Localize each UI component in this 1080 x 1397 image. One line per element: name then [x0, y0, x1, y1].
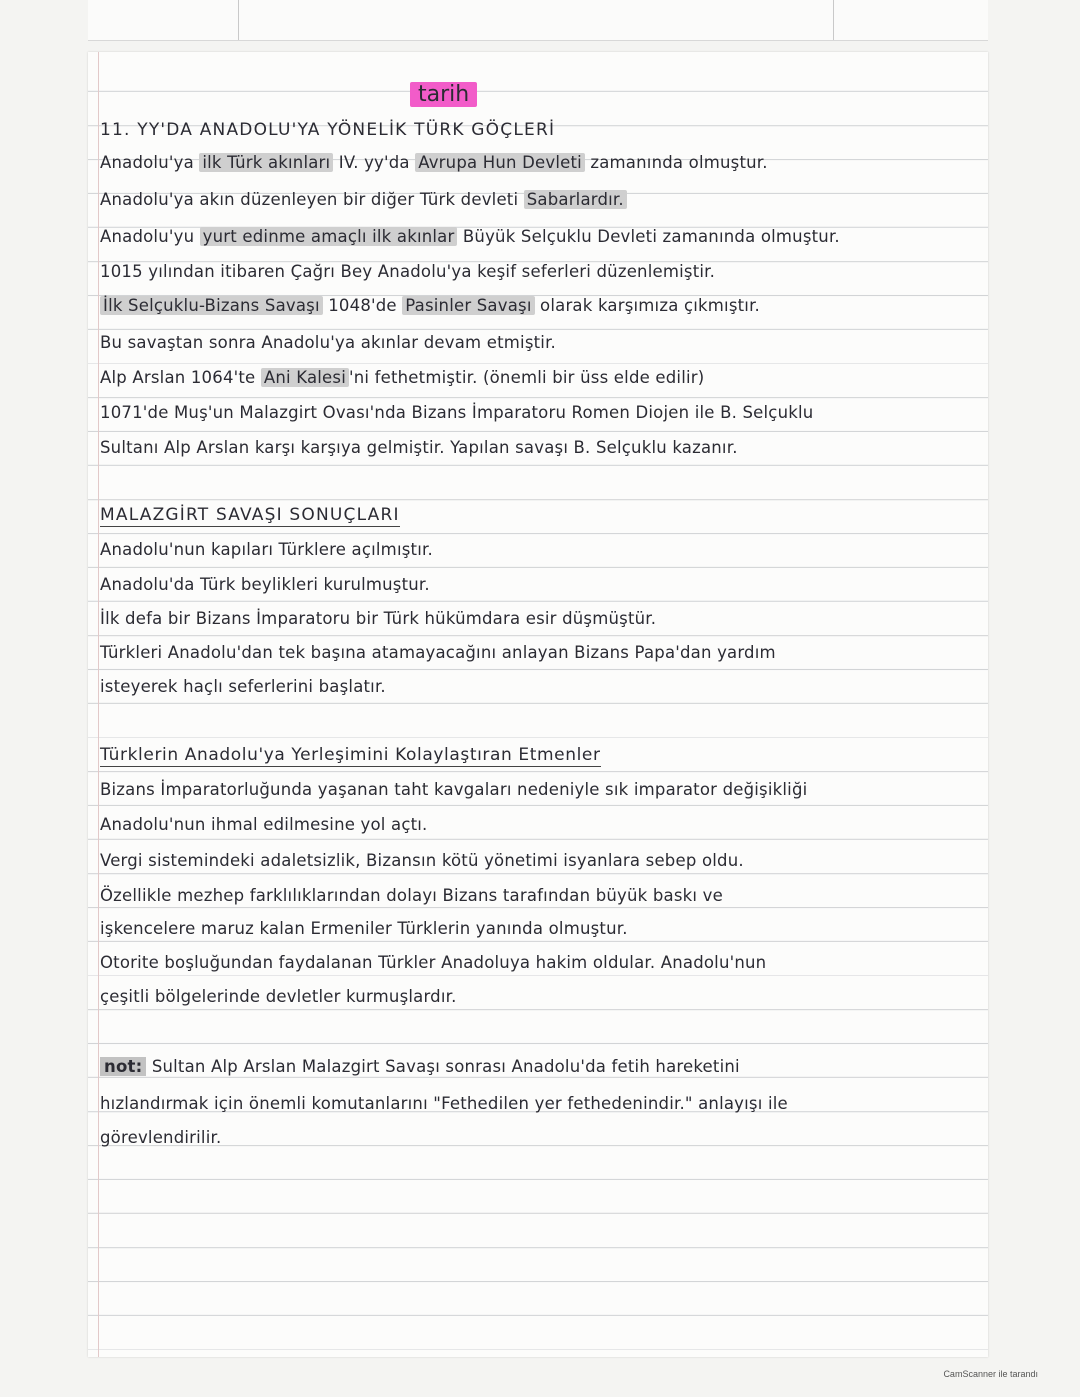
- section3-line: Bizans İmparatorluğunda yaşanan taht kavgaları nedeniyle sık imparator değişikliği: [100, 780, 808, 799]
- note-label: not:: [100, 1057, 146, 1076]
- text: Sultan Alp Arslan Malazgirt Savaşı sonrası Anadolu'da fetih hareketini: [146, 1057, 740, 1076]
- text: Alp Arslan 1064'te: [100, 368, 261, 387]
- section1-line: Bu savaştan sonra Anadolu'ya akınlar devam etmiştir.: [100, 333, 556, 352]
- section3-line: Otorite boşluğundan faydalanan Türkler Anadoluya hakim oldular. Anadolu'nun: [100, 953, 767, 972]
- section1-line: [100, 368, 704, 387]
- note-line: hızlandırmak için önemli komutanlarını "Fethedilen yer fethedenindir." anlayışı ile: [100, 1094, 788, 1113]
- section2-heading-text: MALAZGİRT SAVAŞI SONUÇLARI: [100, 505, 400, 525]
- section3-line: Anadolu'nun ihmal edilmesine yol açtı.: [100, 815, 428, 834]
- section3-heading-text: Türklerin Anadolu'ya Yerleşimini Kolaylaştıran Etmenler: [100, 745, 601, 765]
- section2-line: Türkleri Anadolu'dan tek başına atamayacağını anlayan Bizans Papa'dan yardım: [100, 643, 776, 662]
- subject-title: [410, 82, 477, 107]
- highlighted-text: Pasinler Savaşı: [402, 296, 534, 315]
- highlighted-text: Sabarlardır.: [524, 190, 627, 209]
- section1-line: 1015 yılından itibaren Çağrı Bey Anadolu'ya keşif seferleri düzenlemiştir.: [100, 262, 716, 281]
- text: zamanında olmuştur.: [584, 153, 768, 172]
- section1-line: [100, 296, 760, 315]
- highlighted-text: yurt edinme amaçlı ilk akınlar: [200, 227, 458, 246]
- section1-line: [100, 227, 840, 246]
- section1-line: [100, 153, 768, 172]
- text: Anadolu'ya akın düzenleyen bir diğer Türk devleti: [100, 190, 524, 209]
- margin-line: [98, 52, 99, 1357]
- section1-line: 1071'de Muş'un Malazgirt Ovası'nda Bizans İmparatoru Romen Diojen ile B. Selçuklu: [100, 403, 814, 422]
- section2-line: Anadolu'da Türk beylikleri kurulmuştur.: [100, 575, 430, 594]
- text: olarak karşımıza çıkmıştır.: [534, 296, 760, 315]
- section3-heading: [100, 745, 601, 765]
- text: 1048'de: [322, 296, 403, 315]
- section2-line: İlk defa bir Bizans İmparatoru bir Türk hükümdara esir düşmüştür.: [100, 609, 657, 628]
- section1-line: Sultanı Alp Arslan karşı karşıya gelmiştir. Yapılan savaşı B. Selçuklu kazanır.: [100, 438, 738, 457]
- section3-line: çeşitli bölgelerinde devletler kurmuşlardır.: [100, 987, 457, 1006]
- section1-heading: 11. YY'DA ANADOLU'YA YÖNELİK TÜRK GÖÇLERİ: [100, 120, 556, 140]
- section3-line: Özellikle mezhep farklılıklarından dolayı Bizans tarafından büyük baskı ve: [100, 886, 723, 905]
- text: IV. yy'da: [333, 153, 416, 172]
- section1-line: [100, 190, 627, 209]
- section2-line: isteyerek haçlı seferlerini başlatır.: [100, 677, 386, 696]
- strip-divider: [238, 0, 239, 40]
- section3-line: Vergi sistemindeki adaletsizlik, Bizansın kötü yönetimi isyanlara sebep oldu.: [100, 851, 744, 870]
- note-line: görevlendirilir.: [100, 1128, 222, 1147]
- section3-line: işkencelere maruz kalan Ermeniler Türklerin yanında olmuştur.: [100, 919, 628, 938]
- text: Anadolu'ya: [100, 153, 200, 172]
- strip-divider: [833, 0, 834, 40]
- section2-heading: [100, 505, 400, 525]
- notebook-page: [88, 52, 988, 1357]
- previous-page-strip: [88, 0, 988, 41]
- note-line: [100, 1057, 740, 1076]
- scanner-watermark: CamScanner ile tarandı: [943, 1369, 1038, 1379]
- section2-line: Anadolu'nun kapıları Türklere açılmıştır.: [100, 540, 433, 559]
- text: 'ni fethetmiştir. (önemli bir üss elde edilir): [349, 368, 705, 387]
- subject-title-highlight: tarih: [410, 82, 477, 107]
- highlighted-text: İlk Selçuklu-Bizans Savaşı: [100, 296, 323, 315]
- text: Anadolu'yu: [100, 227, 200, 246]
- highlighted-text: ilk Türk akınları: [199, 153, 333, 172]
- highlighted-text: Avrupa Hun Devleti: [415, 153, 585, 172]
- text: Büyük Selçuklu Devleti zamanında olmuştur.: [457, 227, 840, 246]
- highlighted-text: Ani Kalesi: [261, 368, 349, 387]
